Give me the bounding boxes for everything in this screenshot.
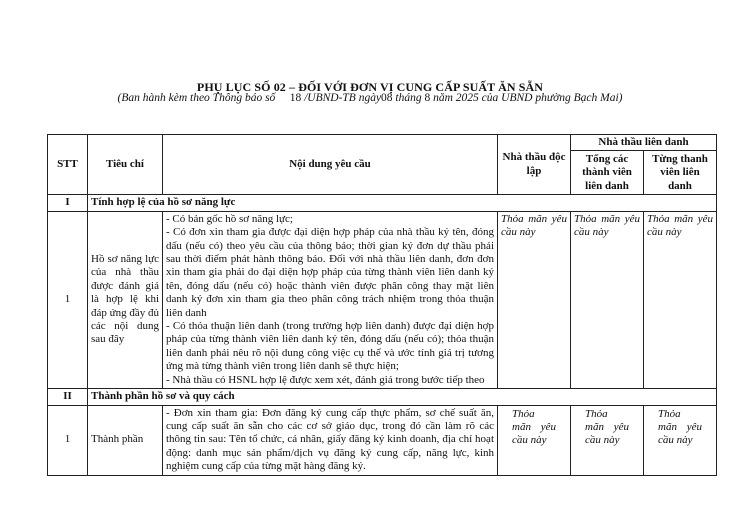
header-independent: Nhà thầu độc lập xyxy=(498,135,571,195)
section-2-title: Thành phần hồ sơ và quy cách xyxy=(88,389,717,405)
header-criteria: Tiêu chí xyxy=(88,135,163,195)
table-row xyxy=(48,211,717,388)
row-1-item: - Có bản gốc hồ sơ năng lực; xyxy=(166,212,293,225)
row-2-jv-all: Thỏa mãn yêu cầu này xyxy=(571,405,644,475)
section-row-1 xyxy=(48,195,717,211)
month-label: tháng xyxy=(395,92,422,104)
day-label: ngày xyxy=(358,92,382,104)
notice-number: 18 xyxy=(289,92,302,104)
row-1-independent: Thỏa mãn yêu cầu này xyxy=(498,211,571,388)
document-subtitle xyxy=(0,92,740,104)
header-jv-each: Từng thanh viên liên danh xyxy=(644,151,717,195)
row-2-content: - Đơn xin tham gia: Đơn đăng ký cung cấp thực phẩm, sơ chế suất ăn, cung cấp suất ăn sẵn cho các cơ sở giáo dục, trong đó cần làm rõ các thông tin sau: Tên tổ chức, cá nhân, giấy đăng ký kinh doanh, địa chỉ hoạt động: danh mục sản phẩm/dịch vụ đăng ký cung cấp, năng lực, kinh nghiệm cung cấp của từng mặt hàng đăng ký. xyxy=(163,405,498,475)
row-1-jv-each: Thỏa mãn yêu cầu này xyxy=(644,211,717,388)
notice-month: 8 xyxy=(424,92,431,104)
header-content: Nội dung yêu cầu xyxy=(163,135,498,195)
requirements-table xyxy=(47,134,717,476)
notice-code: /UBND-TB xyxy=(304,92,356,104)
row-1-jv-all: Thỏa mãn yêu cầu này xyxy=(571,211,644,388)
section-row-2 xyxy=(48,389,717,405)
subtitle-suffix: năm 2025 của UBND phường Bạch Mai) xyxy=(433,92,623,104)
header-jv-all: Tổng các thành viên liên danh xyxy=(571,151,644,195)
row-2-independent: Thỏa mãn yêu cầu này xyxy=(498,405,571,475)
row-1-stt: 1 xyxy=(48,211,88,388)
row-1-criteria: Hồ sơ năng lực của nhà thầu được đánh giá là hợp lệ khi đáp ứng đầy đủ các nội dung sau đây xyxy=(88,211,163,388)
row-1-item: - Nhà thầu có HSNL hợp lệ được xem xét, đánh giá trong bước tiếp theo xyxy=(166,373,485,386)
section-1-number: I xyxy=(48,195,88,211)
row-1-item: - Có đơn xin tham gia được đại diện hợp pháp của nhà thầu ký tên, đóng dấu (nếu có) theo yêu cầu của thông báo; thời gian ký đơn dự thầu phải sau thời điểm phát hành thông báo. Đối với nhà thầu liên danh, đơn đơn xin tham gia phải do đại diện hợp pháp của từng thành viên liên danh ký tên, đóng dấu (nếu có) hoặc thành viên được phân công thay mặt liên danh ký đơn xin tham gia theo phân công trách nhiệm trong thỏa thuận liên danh xyxy=(166,226,494,319)
header-stt: STT xyxy=(48,135,88,195)
section-1-title: Tính hợp lệ của hồ sơ năng lực xyxy=(88,195,717,211)
row-2-jv-each: Thỏa mãn yêu cầu này xyxy=(644,405,717,475)
section-2-number: II xyxy=(48,389,88,405)
row-2-criteria: Thành phần xyxy=(88,405,163,475)
row-1-content xyxy=(163,211,498,388)
table-row xyxy=(48,405,717,475)
row-1-item: - Có thỏa thuận liên danh (trong trường hợp liên danh) được đại diện hợp pháp của từng thành viên liên danh ký tên, đóng dấu (nếu có); thỏa thuận liên danh phải nêu rõ nội dung công việc cụ thể và ước tính giá trị tương ứng mà từng thành viên trong liên danh sẽ thực hiện; xyxy=(166,320,494,373)
header-row-1 xyxy=(48,135,717,151)
document-title: PHỤ LỤC SỐ 02 – ĐỐI VỚI ĐƠN VỊ CUNG CẤP SUẤT ĂN SẴN xyxy=(196,80,544,94)
notice-day: 08 xyxy=(381,92,393,104)
header-joint-venture: Nhà thầu liên danh xyxy=(571,135,717,151)
row-2-stt: 1 xyxy=(48,405,88,475)
subtitle-prefix: (Ban hành kèm theo Thông báo số xyxy=(117,92,276,104)
